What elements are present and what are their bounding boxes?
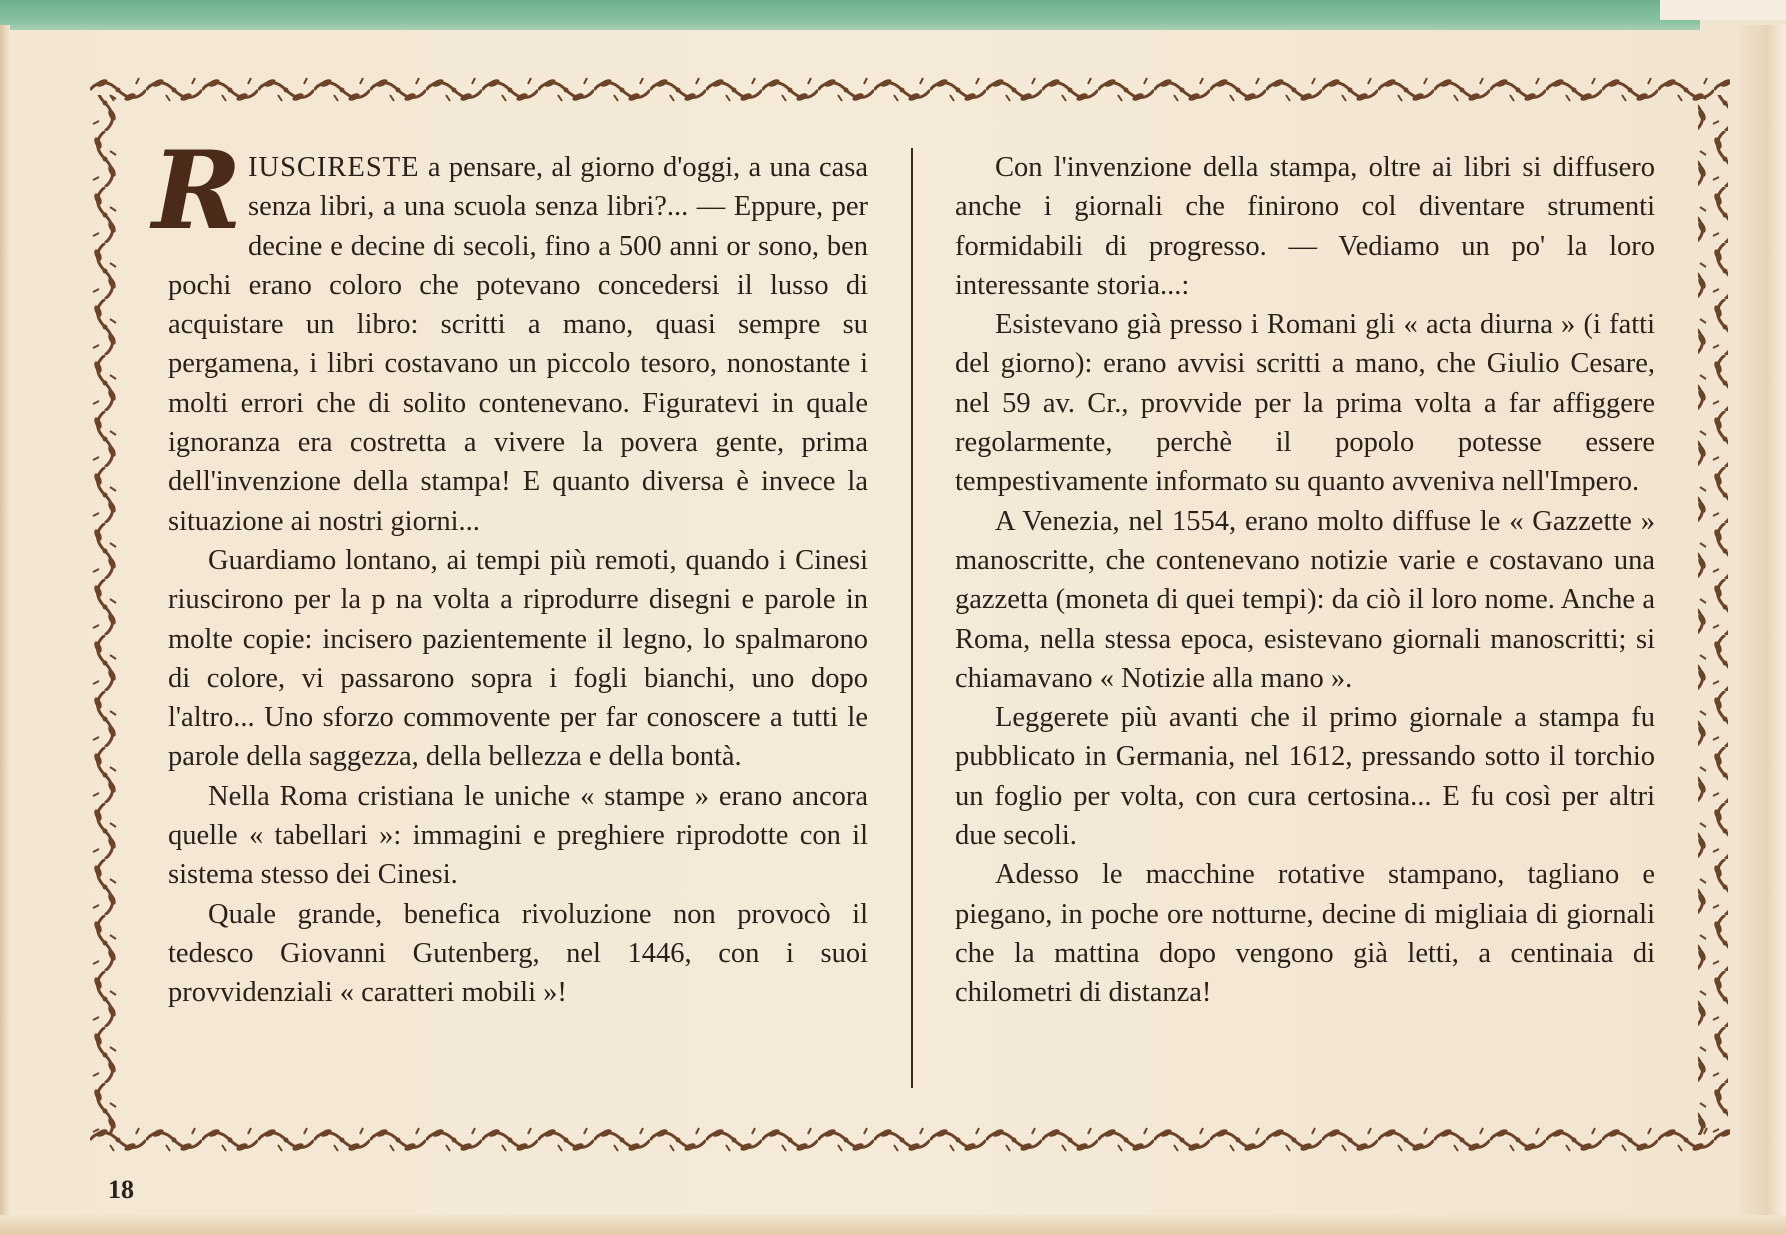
page-bottom-edge: [0, 1215, 1786, 1235]
opening-word: IUSCIRESTE: [248, 152, 420, 183]
paragraph: Leggerete più avanti che il primo giornale a stampa fu pubblicato in Germania, nel 1612, pressando sotto il torchio un foglio per volta, con cura certosina... E fu così per altri due secoli.: [955, 702, 1655, 852]
drop-cap-letter: R: [152, 128, 242, 254]
paragraph: Nella Roma cristiana le uniche « stampe » erano ancora quelle « tabellari »: immagini e preghiere riprodotte con il sistema stesso dei Cinesi.: [168, 780, 868, 891]
cover-edge: [0, 0, 1700, 30]
left-text-column: [152, 128, 868, 1013]
page-fold-shadow: [1740, 25, 1786, 1235]
paragraph: Con l'invenzione della stampa, oltre ai libri si diffusero anche i giornali che finirono col diventare strumenti formidabili di progresso. — Vediamo un po' la loro interessante storia...:: [955, 152, 1655, 301]
paragraph: Quale grande, benefica rivoluzione non provocò il tedesco Giovanni Gutenberg, nel 1446, con i suoi provvidenziali « caratteri mobili »!: [168, 898, 868, 1009]
right-text-column: [955, 148, 1655, 1013]
paragraph: Esistevano già presso i Romani gli « acta diurna » (i fatti del giorno): erano avvisi scritti a mano, che Giulio Cesare, nel 59 av. Cr., provvide per la prima volta a far affiggere regolarmente, perchè il popolo potesse essere tempestivamente informato su quanto avveniva nell'Impero.: [955, 309, 1655, 498]
paragraph: Adesso le macchine rotative stampano, tagliano e piegano, in poche ore notturne, decine di migliaia di giornali che la mattina dopo vengono già letti, a centinaia di chilometri di distanza!: [955, 859, 1655, 1009]
paragraph-text: a pensare, al giorno d'oggi, a una casa senza libri, a una scuola senza libri?... — Eppure, per decine e decine di secoli, fino a 500 anni or sono, ben pochi erano coloro che potevano concedersi il lusso di acquistare un libro: scritti a mano, quasi sempre su pergamena, i libri costavano un piccolo tesoro, nonostante i molti errori che di solito contenevano. Figuratevi in quale ignoranza era costretta a vivere la povera gente, prima dell'invenzione della stampa! E quanto diversa è invece la situazione ai nostri giorni...: [168, 152, 868, 537]
opening-paragraph: [152, 128, 868, 541]
paragraph: Guardiamo lontano, ai tempi più remoti, quando i Cinesi riuscirono per la p na volta a riprodurre disegni e parole in molte copie: incisero pazientemente il legno, lo spalmarono di colore, vi passarono sopra i fogli bianchi, uno dopo l'altro... Uno sforzo commovente per far conoscere a tutti le parole della saggezza, della bellezza e della bontà.: [168, 544, 868, 773]
page-number: 18: [108, 1175, 134, 1204]
page-left-edge: [0, 25, 10, 1235]
paragraph: A Venezia, nel 1554, erano molto diffuse le « Gazzette » manoscritte, che contenevano notizie varie e costavano una gazzetta (moneta di quei tempi): da ciò il loro nome. Anche a Roma, nella stessa epoca, esistevano giornali manoscritti; si chiamavano « Notizie alla mano ».: [955, 505, 1655, 694]
page-corner: [1660, 0, 1786, 20]
column-divider: [911, 148, 913, 1088]
